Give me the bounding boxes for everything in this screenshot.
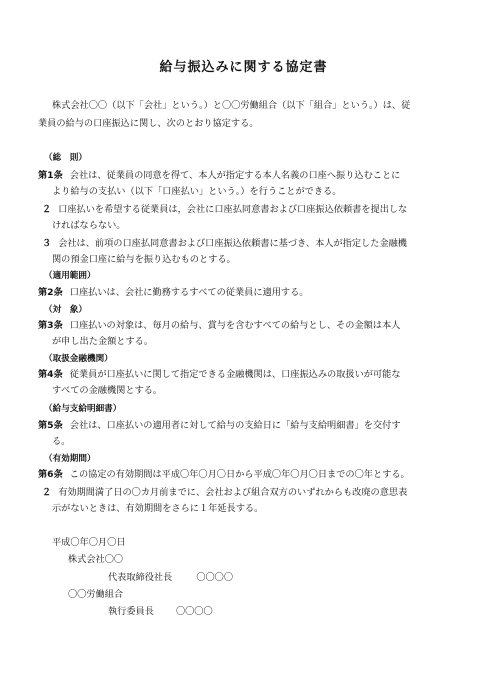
signature-date: 平成〇年〇月〇日 [52,537,126,548]
article-3-text-1: 口座払いの対象は、毎月の給与、賞与を含むすべての給与とし、その金額は本人 [69,320,401,331]
company-rep-title: 代表取締役社長 [108,572,173,583]
signature-union: 〇〇労働組合 [68,589,124,600]
article-2-text-1: 口座払いは、会社に勤務するすべての従業員に適用する。 [69,287,309,298]
heading-validity: （有効期間） [44,454,96,464]
article-4-line-1 [38,369,401,381]
article-6-text-1: この協定の有効期間は平成〇年〇月〇日から平成〇年〇月〇日までの〇年とする。 [69,469,410,480]
article-4-text-1: 従業員が口座払いに関して指定できる金融機関は、口座振込みの取扱いが可能な [69,369,401,380]
article-1-line-1 [38,170,400,182]
article-1-para-3-line-1 [42,238,407,250]
article-3-line-1 [38,320,400,332]
article-1-para-2-label: ２ [42,204,52,215]
heading-scope: （適用範囲） [44,271,96,281]
article-1-para-2-line-2: ければならない。 [52,220,126,231]
article-1-line-2: より給与の支払い（以下「口座払い」という。）を行うことができる。 [52,186,342,197]
article-1-para-3-line-2: 関の預金口座に給与を振り込むものとする。 [52,254,236,265]
company-rep-name: 〇〇〇〇 [196,572,234,583]
article-5-line-1 [38,420,401,432]
heading-subject: （対 象） [44,305,87,315]
article-2-label: 第2条 [38,287,63,298]
intro-line-1: 株式会社〇〇（以下「会社」という。）と〇〇労働組合（以下「組合」という。）は、従 [52,100,411,111]
article-6-para-2-line-1 [42,487,407,499]
article-1-label: 第1条 [38,170,63,181]
intro-line-2: 業員の給与の口座振込に関し、次のとおり協定する。 [38,118,259,129]
heading-pay-statement: （給与支給明細書） [44,404,122,414]
union-rep-name: 〇〇〇〇 [175,606,213,617]
article-1-para-2-text-1: 口座払いを希望する従業員は，会社に口座払同意書および口座振込依頼書を提出しな [58,204,408,215]
article-2-line-1 [38,287,308,299]
article-1-para-3-text-1: 会社は、前項の口座払同意書および口座振込依頼書に基づき、本人が指定した金融機 [58,238,407,249]
article-5-line-2: る。 [52,436,71,447]
heading-institutions: （取扱金融機関） [44,354,113,364]
document-title: 給与振込みに関する協定書 [159,60,328,75]
article-1-para-3-label: ３ [42,238,52,249]
article-4-line-2: すべての金融機関とする。 [52,385,163,396]
article-6-para-2-text-1: 有効期間満了日の〇カ月前までに、会社および組合双方のいずれからも改廃の意思表 [58,487,408,498]
article-6-line-1 [38,469,410,481]
signature-company: 株式会社〇〇 [68,554,124,565]
heading-general: （総 則） [44,153,87,163]
union-rep-title: 執行委員長 [108,606,154,617]
signature-company-rep [108,572,233,584]
article-3-line-2: が申し出た金額とする。 [52,336,154,347]
article-6-para-2-label: ２ [42,487,52,498]
article-4-label: 第4条 [38,369,63,380]
article-5-text-1: 会社は、口座払いの適用者に対して給与の支給日に「給与支給明細書」を交付す [69,420,401,431]
article-1-para-2-line-1 [42,204,407,216]
article-6-label: 第6条 [38,469,63,480]
article-5-label: 第5条 [38,420,63,431]
article-1-text-1: 会社は、従業員の同意を得て、本人が指定する本人名義の口座へ振り込むことに [69,170,401,181]
article-3-label: 第3条 [38,320,63,331]
article-6-para-2-line-2: 示がないときは、有効期間をさらに１年延長する。 [52,503,264,514]
signature-union-rep [108,606,213,618]
